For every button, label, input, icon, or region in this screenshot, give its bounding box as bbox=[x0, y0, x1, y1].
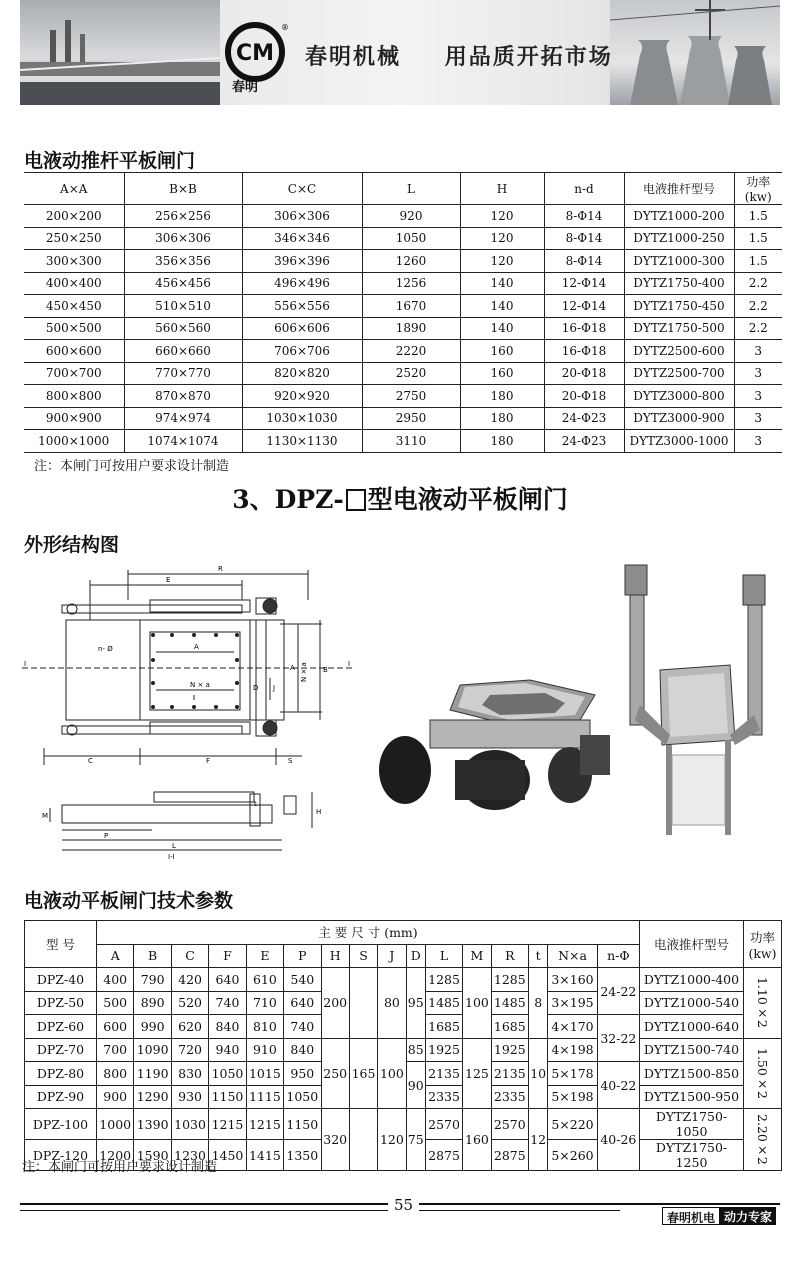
table-cell: 800×800 bbox=[24, 385, 124, 408]
dim-label: H bbox=[316, 808, 322, 816]
dim-label: L bbox=[172, 842, 176, 850]
table-cell: 700 bbox=[97, 1038, 134, 1062]
table-cell: 3110 bbox=[362, 430, 460, 453]
svg-text:®: ® bbox=[281, 23, 289, 32]
sub-col-header: B bbox=[134, 944, 171, 968]
table-cell: 140 bbox=[460, 295, 544, 318]
table-cell: 40-26 bbox=[597, 1109, 639, 1171]
logo-name: 春明 bbox=[232, 80, 259, 95]
page-number: 55 bbox=[388, 1196, 419, 1214]
table-cell: 3×160 bbox=[548, 968, 597, 992]
table-cell: DPZ-40 bbox=[25, 968, 97, 992]
table-cell: 2220 bbox=[362, 340, 460, 363]
table-row bbox=[24, 430, 782, 453]
table-row bbox=[24, 272, 782, 295]
table-cell: 620 bbox=[171, 1015, 208, 1039]
sub-col-header: S bbox=[349, 944, 377, 968]
table-cell: 256×256 bbox=[124, 205, 242, 228]
col-header: B×B bbox=[124, 173, 242, 205]
table-cell: 1.5 bbox=[734, 227, 782, 250]
table-cell: 1150 bbox=[209, 1085, 246, 1109]
table-cell: 1670 bbox=[362, 295, 460, 318]
col-header-main: 主 要 尺 寸 (mm) bbox=[97, 921, 640, 945]
table-cell: 2335 bbox=[425, 1085, 462, 1109]
col-header: 功率 (kw) bbox=[734, 173, 782, 205]
table-cell: 200 bbox=[321, 968, 349, 1039]
table-cell: 890 bbox=[134, 991, 171, 1015]
table-cell: 810 bbox=[246, 1015, 283, 1039]
table-cell: 790 bbox=[134, 968, 171, 992]
table-cell: 1.5 bbox=[734, 205, 782, 228]
table-cell: 20-Φ18 bbox=[544, 362, 624, 385]
col-header: A×A bbox=[24, 173, 124, 205]
footer-brand-tag: 动力专家 bbox=[720, 1207, 776, 1225]
col-header: 电液推杆型号 bbox=[624, 173, 734, 205]
table-cell: 5×198 bbox=[548, 1085, 597, 1109]
product-photos bbox=[370, 555, 790, 845]
table-cell: 556×556 bbox=[242, 295, 362, 318]
table-cell: 320 bbox=[321, 1109, 349, 1171]
table-cell: 95 bbox=[406, 968, 425, 1039]
table-cell: 2750 bbox=[362, 385, 460, 408]
table-cell: 840 bbox=[284, 1038, 321, 1062]
table-cell: 640 bbox=[284, 991, 321, 1015]
dim-label: I bbox=[348, 660, 351, 668]
dim-label: D bbox=[253, 684, 259, 692]
table-cell: 32-22 bbox=[597, 1015, 639, 1062]
col-header: n-d bbox=[544, 173, 624, 205]
table-cell: 20-Φ18 bbox=[544, 385, 624, 408]
table-cell: 2570 bbox=[491, 1109, 528, 1140]
table-cell: 100 bbox=[378, 1038, 406, 1109]
table-cell: DYTZ1000-640 bbox=[640, 1015, 744, 1039]
table-cell: 1215 bbox=[209, 1109, 246, 1140]
table-cell: DYTZ1000-200 bbox=[624, 205, 734, 228]
table-cell: 1090 bbox=[134, 1038, 171, 1062]
table-cell: 306×306 bbox=[124, 227, 242, 250]
dim-label: F bbox=[206, 757, 211, 765]
factory-illustration bbox=[20, 0, 220, 105]
table-cell: 740 bbox=[284, 1015, 321, 1039]
table-cell: DYTZ2500-700 bbox=[624, 362, 734, 385]
table-cell: 600×600 bbox=[24, 340, 124, 363]
table-cell: 1450 bbox=[209, 1140, 246, 1171]
table-row bbox=[24, 362, 782, 385]
table-cell: 125 bbox=[463, 1038, 491, 1109]
table-cell: 2.2 bbox=[734, 317, 782, 340]
table-cell: 520 bbox=[171, 991, 208, 1015]
footer-brand-name: 春明机电 bbox=[662, 1207, 720, 1225]
table-cell: 2135 bbox=[425, 1062, 462, 1086]
table-cell: DYTZ3000-1000 bbox=[624, 430, 734, 453]
sub-col-header: C bbox=[171, 944, 208, 968]
table-cell: 940 bbox=[209, 1038, 246, 1062]
table-cell: 2520 bbox=[362, 362, 460, 385]
table-cell: 400×400 bbox=[24, 272, 124, 295]
table-row bbox=[24, 317, 782, 340]
table-cell: 346×346 bbox=[242, 227, 362, 250]
table-cell: 306×306 bbox=[242, 205, 362, 228]
dim-label: I bbox=[24, 660, 27, 668]
table-cell: DYTZ3000-900 bbox=[624, 407, 734, 430]
header-slogan bbox=[305, 40, 647, 71]
table-cell: DPZ-90 bbox=[25, 1085, 97, 1109]
table-cell: DPZ-60 bbox=[25, 1015, 97, 1039]
dim-label: A bbox=[290, 664, 295, 672]
table-cell bbox=[349, 968, 377, 1039]
slogan-motto: 用品质开拓市场 bbox=[444, 45, 613, 70]
table-cell: 300×300 bbox=[24, 250, 124, 273]
table-cell: 640 bbox=[209, 968, 246, 992]
table-cell: 1130×1130 bbox=[242, 430, 362, 453]
sub-col-header: H bbox=[321, 944, 349, 968]
table-cell: DYTZ1750-450 bbox=[624, 295, 734, 318]
table-cell: 85 bbox=[406, 1038, 425, 1062]
table-cell: DYTZ1000-300 bbox=[624, 250, 734, 273]
table-cell: 450×450 bbox=[24, 295, 124, 318]
table-cell: 1390 bbox=[134, 1109, 171, 1140]
sub-col-header: L bbox=[425, 944, 462, 968]
dim-label: N × a bbox=[190, 681, 210, 689]
table-cell: DYTZ1500-740 bbox=[640, 1038, 744, 1062]
dim-label: R bbox=[218, 565, 223, 573]
table-cell: 2570 bbox=[425, 1109, 462, 1140]
table-cell: 710 bbox=[246, 991, 283, 1015]
table-cell: 830 bbox=[171, 1062, 208, 1086]
table-cell: 930 bbox=[171, 1085, 208, 1109]
table-cell: 200×200 bbox=[24, 205, 124, 228]
table-cell: 24-Φ23 bbox=[544, 430, 624, 453]
col-header: H bbox=[460, 173, 544, 205]
table-cell: 5×178 bbox=[548, 1062, 597, 1086]
table-cell: 1.50×2 bbox=[744, 1038, 782, 1109]
table-cell: 12-Φ14 bbox=[544, 272, 624, 295]
dim-label: n- Ø bbox=[98, 645, 113, 653]
table-cell: 140 bbox=[460, 272, 544, 295]
dim-label: J bbox=[273, 684, 276, 692]
table-cell: DYTZ2500-600 bbox=[624, 340, 734, 363]
push-rod-gate-table bbox=[24, 172, 782, 453]
dim-label: S bbox=[288, 757, 293, 765]
table-cell: 900×900 bbox=[24, 407, 124, 430]
table-cell: 180 bbox=[460, 430, 544, 453]
table-cell: 24-Φ23 bbox=[544, 407, 624, 430]
table-cell: 2.20×2 bbox=[744, 1109, 782, 1171]
table-cell: 1256 bbox=[362, 272, 460, 295]
params-heading: 电液动平板闸门技术参数 bbox=[24, 890, 234, 912]
table-cell: 1685 bbox=[491, 1015, 528, 1039]
sub-col-header: E bbox=[246, 944, 283, 968]
table-cell: DYTZ1000-400 bbox=[640, 968, 744, 992]
section3-title: 3、DPZ- 型电液动平板闸门 bbox=[232, 485, 568, 514]
table-cell: 8-Φ14 bbox=[544, 250, 624, 273]
table-row bbox=[24, 205, 782, 228]
table-cell: 12-Φ14 bbox=[544, 295, 624, 318]
table-cell: 356×356 bbox=[124, 250, 242, 273]
table-cell: 1590 bbox=[134, 1140, 171, 1171]
gate-outline-drawing bbox=[22, 560, 362, 880]
table-cell: 1350 bbox=[284, 1140, 321, 1171]
table-cell: 1285 bbox=[425, 968, 462, 992]
table-cell: 840 bbox=[209, 1015, 246, 1039]
sub-col-header: A bbox=[97, 944, 134, 968]
table-cell: 250 bbox=[321, 1038, 349, 1109]
table-cell: DPZ-100 bbox=[25, 1109, 97, 1140]
table-cell: 1200 bbox=[97, 1140, 134, 1171]
table-cell: 120 bbox=[378, 1109, 406, 1171]
sub-col-header: F bbox=[209, 944, 246, 968]
table-cell: 100 bbox=[463, 968, 491, 1039]
table-cell: 1230 bbox=[171, 1140, 208, 1171]
table-cell: 80 bbox=[378, 968, 406, 1039]
vertical-gate-photo bbox=[625, 565, 765, 835]
table-cell: 1150 bbox=[284, 1109, 321, 1140]
table-cell: DPZ-80 bbox=[25, 1062, 97, 1086]
table-cell: 974×974 bbox=[124, 407, 242, 430]
table-cell: 160 bbox=[460, 340, 544, 363]
table-cell: 600 bbox=[97, 1015, 134, 1039]
svg-text:CM: CM bbox=[235, 41, 275, 66]
table-cell: DYTZ1750-1250 bbox=[640, 1140, 744, 1171]
dim-label: B bbox=[323, 666, 328, 674]
table-cell: 1290 bbox=[134, 1085, 171, 1109]
table-cell: 1685 bbox=[425, 1015, 462, 1039]
dim-label: A bbox=[194, 643, 199, 651]
table-cell: 1050 bbox=[209, 1062, 246, 1086]
table-cell: DYTZ1500-950 bbox=[640, 1085, 744, 1109]
table-cell: 8-Φ14 bbox=[544, 227, 624, 250]
table-cell: 2.2 bbox=[734, 295, 782, 318]
table-cell: 160 bbox=[460, 362, 544, 385]
col-header-rod: 电液推杆型号 bbox=[640, 921, 744, 968]
table-cell: 1.10×2 bbox=[744, 968, 782, 1039]
table-cell: 1115 bbox=[246, 1085, 283, 1109]
header-banner bbox=[20, 0, 780, 105]
sub-col-header: P bbox=[284, 944, 321, 968]
table-cell: DYTZ1500-850 bbox=[640, 1062, 744, 1086]
table-cell: 800 bbox=[97, 1062, 134, 1086]
table-row bbox=[24, 407, 782, 430]
table-cell: DYTZ1750-500 bbox=[624, 317, 734, 340]
table-cell: 16-Φ18 bbox=[544, 317, 624, 340]
slogan-company: 春明机械 bbox=[305, 45, 402, 70]
table-header-row bbox=[24, 173, 782, 205]
table-cell: 1925 bbox=[491, 1038, 528, 1062]
table-cell: 1890 bbox=[362, 317, 460, 340]
table-cell: DYTZ1750-1050 bbox=[640, 1109, 744, 1140]
table-cell: 1190 bbox=[134, 1062, 171, 1086]
footer-rule-thin bbox=[20, 1210, 620, 1211]
table-cell: 2135 bbox=[491, 1062, 528, 1086]
table-cell: DYTZ3000-800 bbox=[624, 385, 734, 408]
table-cell: 920 bbox=[362, 205, 460, 228]
footer-brand bbox=[662, 1207, 776, 1225]
sub-col-header: N×a bbox=[548, 944, 597, 968]
table-cell: 1074×1074 bbox=[124, 430, 242, 453]
table-cell: 870×870 bbox=[124, 385, 242, 408]
table-cell: 2950 bbox=[362, 407, 460, 430]
table-cell: 2875 bbox=[491, 1140, 528, 1171]
table-cell: 500×500 bbox=[24, 317, 124, 340]
table-cell: 700×700 bbox=[24, 362, 124, 385]
table-cell: DPZ-120 bbox=[25, 1140, 97, 1171]
sub-col-header: n-Φ bbox=[597, 944, 639, 968]
sub-col-header: t bbox=[529, 944, 548, 968]
table-row bbox=[25, 968, 782, 992]
table-cell: 510×510 bbox=[124, 295, 242, 318]
table-cell: 120 bbox=[460, 205, 544, 228]
table-cell: 740 bbox=[209, 991, 246, 1015]
table-cell: 8-Φ14 bbox=[544, 205, 624, 228]
table-cell: 3 bbox=[734, 385, 782, 408]
table-cell: 4×170 bbox=[548, 1015, 597, 1039]
table-cell: 250×250 bbox=[24, 227, 124, 250]
table-cell: 990 bbox=[134, 1015, 171, 1039]
table-cell: DYTZ1750-400 bbox=[624, 272, 734, 295]
table-cell: 1000 bbox=[97, 1109, 134, 1140]
table-cell: 820×820 bbox=[242, 362, 362, 385]
table-cell: 180 bbox=[460, 407, 544, 430]
table-cell: 10 bbox=[529, 1038, 548, 1109]
sub-col-header: M bbox=[463, 944, 491, 968]
col-header: C×C bbox=[242, 173, 362, 205]
drawing-heading: 外形结构图 bbox=[24, 534, 120, 556]
table-cell: 2.2 bbox=[734, 272, 782, 295]
dim-label: P bbox=[104, 832, 109, 840]
dim-label: E bbox=[166, 576, 171, 584]
table-cell: 1215 bbox=[246, 1109, 283, 1140]
table-cell: 706×706 bbox=[242, 340, 362, 363]
dim-label: M bbox=[42, 812, 49, 820]
table-cell: 160 bbox=[463, 1109, 491, 1171]
table-cell: 120 bbox=[460, 250, 544, 273]
section3-note: 注：本闸门可按用户要求设计制造 bbox=[22, 1160, 218, 1175]
table-cell: 2335 bbox=[491, 1085, 528, 1109]
table-cell: 1260 bbox=[362, 250, 460, 273]
table-cell: 396×396 bbox=[242, 250, 362, 273]
table-cell: 4×198 bbox=[548, 1038, 597, 1062]
dim-label: N × a bbox=[300, 662, 308, 682]
table-cell: 610 bbox=[246, 968, 283, 992]
table-cell: 3 bbox=[734, 430, 782, 453]
table-row bbox=[24, 295, 782, 318]
table-cell: 90 bbox=[406, 1062, 425, 1109]
table-row bbox=[24, 250, 782, 273]
table-cell: 1285 bbox=[491, 968, 528, 992]
table-cell: 165 bbox=[349, 1038, 377, 1109]
table-cell: 606×606 bbox=[242, 317, 362, 340]
table-cell: 1415 bbox=[246, 1140, 283, 1171]
industrial-scene-left bbox=[20, 0, 220, 105]
table-cell: 3 bbox=[734, 407, 782, 430]
sub-col-header: J bbox=[378, 944, 406, 968]
table-cell: 1000×1000 bbox=[24, 430, 124, 453]
table-cell: 3 bbox=[734, 362, 782, 385]
col-header-model: 型 号 bbox=[25, 921, 97, 968]
table-cell: DPZ-50 bbox=[25, 991, 97, 1015]
table-cell: 16-Φ18 bbox=[544, 340, 624, 363]
table-cell: 8 bbox=[529, 968, 548, 1039]
table-cell: DYTZ1000-250 bbox=[624, 227, 734, 250]
table-cell: 3 bbox=[734, 340, 782, 363]
dim-label: C bbox=[88, 757, 93, 765]
table-cell: 456×456 bbox=[124, 272, 242, 295]
table-cell: 910 bbox=[246, 1038, 283, 1062]
table-cell: 1485 bbox=[491, 991, 528, 1015]
table-cell: 140 bbox=[460, 317, 544, 340]
dim-label: t bbox=[254, 800, 257, 808]
section1-note: 注：本闸门可按用户要求设计制造 bbox=[34, 459, 230, 474]
table-cell: 5×260 bbox=[548, 1140, 597, 1171]
dim-label: I-I bbox=[168, 853, 175, 861]
table-cell: 950 bbox=[284, 1062, 321, 1086]
table-cell: 900 bbox=[97, 1085, 134, 1109]
table-cell: DYTZ1000-540 bbox=[640, 991, 744, 1015]
table-cell: 1050 bbox=[284, 1085, 321, 1109]
table-cell: 420 bbox=[171, 968, 208, 992]
table-cell: 2875 bbox=[425, 1140, 462, 1171]
table-cell: 40-22 bbox=[597, 1062, 639, 1109]
table-cell: 120 bbox=[460, 227, 544, 250]
sub-col-header: R bbox=[491, 944, 528, 968]
table-cell: 720 bbox=[171, 1038, 208, 1062]
table-cell: 920×920 bbox=[242, 385, 362, 408]
col-header-power: 功率 (kw) bbox=[744, 921, 782, 968]
table-cell: 660×660 bbox=[124, 340, 242, 363]
table-row bbox=[25, 1038, 782, 1062]
table-cell: 1485 bbox=[425, 991, 462, 1015]
table-cell: 5×220 bbox=[548, 1109, 597, 1140]
table-cell: 770×770 bbox=[124, 362, 242, 385]
table-cell: 3×195 bbox=[548, 991, 597, 1015]
table-row bbox=[24, 227, 782, 250]
section1-title: 电液动推杆平板闸门 bbox=[24, 150, 196, 172]
table-cell: 1015 bbox=[246, 1062, 283, 1086]
table-cell: 540 bbox=[284, 968, 321, 992]
table-cell: 500 bbox=[97, 991, 134, 1015]
table-cell: 1925 bbox=[425, 1038, 462, 1062]
table-cell bbox=[349, 1109, 377, 1171]
table-cell: 1.5 bbox=[734, 250, 782, 273]
table-cell: 560×560 bbox=[124, 317, 242, 340]
col-header: L bbox=[362, 173, 460, 205]
table-cell: 75 bbox=[406, 1109, 425, 1171]
table-cell: 1030 bbox=[171, 1109, 208, 1140]
sub-col-header: D bbox=[406, 944, 425, 968]
table-cell: 1050 bbox=[362, 227, 460, 250]
horizontal-gate-photo bbox=[379, 680, 610, 810]
table-cell: 496×496 bbox=[242, 272, 362, 295]
table-cell: 24-22 bbox=[597, 968, 639, 1015]
table-row bbox=[24, 340, 782, 363]
table-row bbox=[24, 385, 782, 408]
table-row bbox=[25, 1109, 782, 1140]
table-cell: 400 bbox=[97, 968, 134, 992]
placeholder-box bbox=[346, 489, 366, 511]
gate-parameter-table bbox=[24, 920, 782, 1171]
table-cell: 180 bbox=[460, 385, 544, 408]
table-cell: 1030×1030 bbox=[242, 407, 362, 430]
table-cell: DPZ-70 bbox=[25, 1038, 97, 1062]
table-cell: 12 bbox=[529, 1109, 548, 1171]
